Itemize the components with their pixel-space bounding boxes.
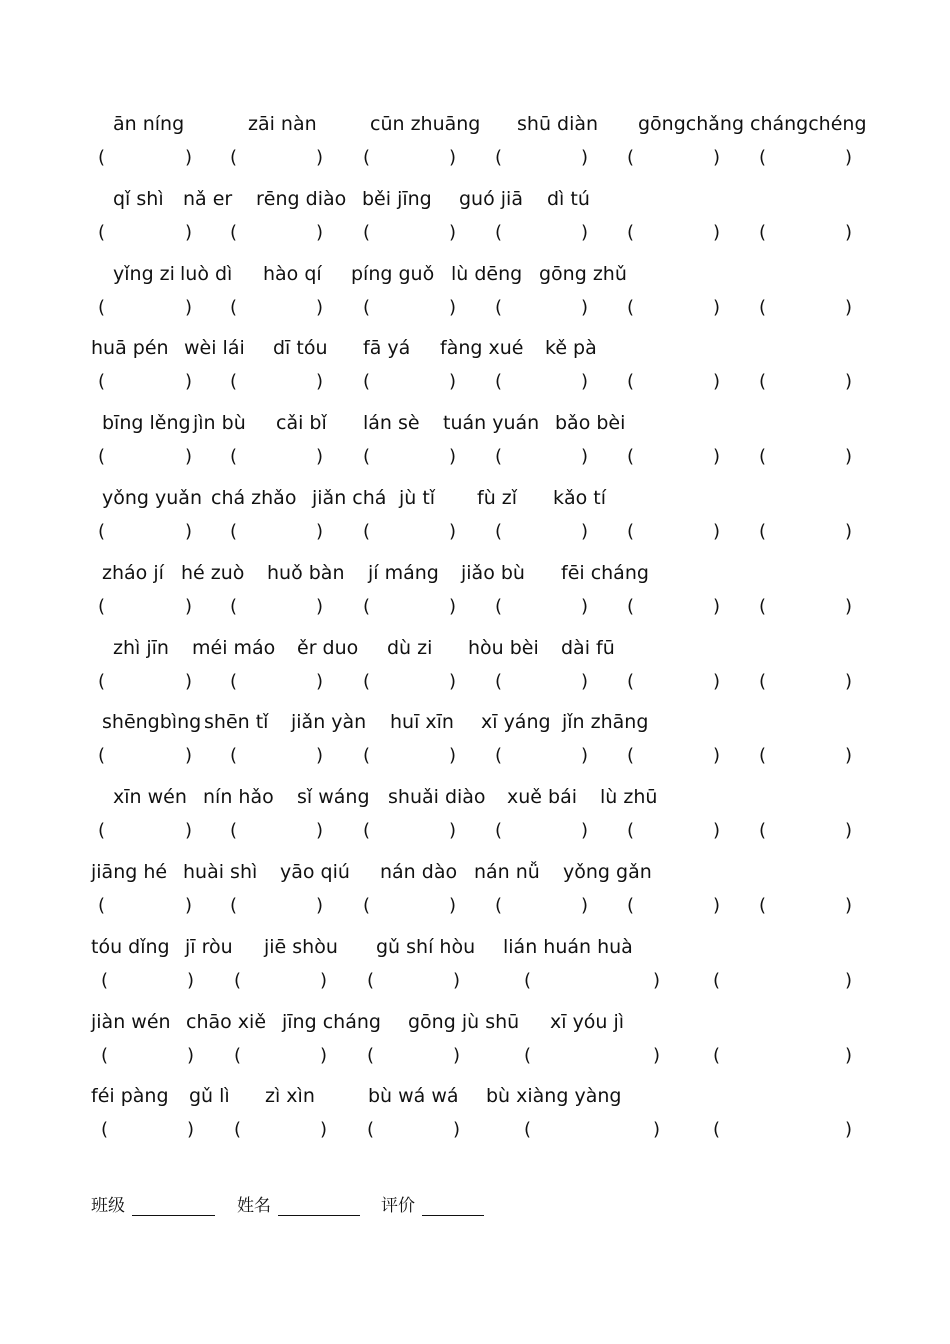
answer-close-paren[interactable]: ) bbox=[713, 595, 721, 617]
answer-close-paren[interactable]: ) bbox=[320, 969, 328, 991]
pinyin-word: lán sè bbox=[363, 412, 420, 435]
answer-open-paren[interactable]: ( bbox=[98, 521, 106, 542]
pinyin-word: jiē shòu bbox=[264, 935, 338, 958]
pinyin-word: hòu bèi bbox=[468, 636, 539, 659]
pinyin-word: dài fū bbox=[561, 636, 615, 659]
answer-close-paren[interactable]: ) bbox=[449, 221, 457, 243]
pinyin-word: zhì jīn bbox=[113, 636, 169, 659]
answer-close-paren[interactable]: ) bbox=[185, 595, 193, 617]
answer-open-paren[interactable]: ( bbox=[627, 595, 635, 617]
pinyin-word: gǔ shí hòu bbox=[376, 935, 476, 958]
answer-open-paren[interactable]: ( bbox=[363, 147, 371, 168]
answer-close-paren[interactable]: ) bbox=[320, 1119, 328, 1141]
answer-row bbox=[0, 367, 950, 397]
answer-open-paren[interactable]: ( bbox=[230, 895, 238, 916]
pinyin-word: gōng jù shū bbox=[408, 1010, 520, 1033]
answer-close-paren[interactable]: ) bbox=[653, 1044, 661, 1066]
answer-close-paren[interactable]: ) bbox=[845, 595, 853, 617]
pinyin-word: wèi lái bbox=[184, 337, 245, 360]
answer-open-paren[interactable]: ( bbox=[363, 521, 371, 542]
answer-close-paren[interactable]: ) bbox=[581, 521, 589, 542]
answer-open-paren[interactable]: ( bbox=[363, 595, 371, 617]
answer-close-paren[interactable]: ) bbox=[845, 521, 853, 542]
answer-close-paren[interactable]: ) bbox=[185, 521, 193, 542]
pinyin-word: bù wá wá bbox=[368, 1085, 459, 1108]
pinyin-word: fù zǐ bbox=[477, 487, 518, 509]
answer-close-paren[interactable]: ) bbox=[581, 820, 589, 842]
answer-close-paren[interactable]: ) bbox=[187, 1044, 195, 1066]
pinyin-word: shū diàn bbox=[517, 113, 599, 135]
pinyin-word: jiǎo bù bbox=[461, 561, 525, 584]
answer-close-paren[interactable]: ) bbox=[185, 820, 193, 842]
answer-close-paren[interactable]: ) bbox=[185, 446, 193, 468]
pinyin-word: jīng cháng bbox=[282, 1010, 381, 1033]
answer-open-paren[interactable]: ( bbox=[759, 745, 767, 767]
answer-open-paren[interactable]: ( bbox=[759, 296, 767, 318]
pinyin-word: jiǎn chá bbox=[312, 487, 387, 509]
answer-open-paren[interactable]: ( bbox=[98, 820, 106, 842]
pinyin-word: shēngbìng bbox=[102, 711, 202, 734]
answer-open-paren[interactable]: ( bbox=[230, 221, 238, 243]
pinyin-word: jiāng hé bbox=[91, 861, 168, 883]
answer-open-paren[interactable]: ( bbox=[495, 745, 503, 767]
answer-close-paren[interactable]: ) bbox=[453, 1044, 461, 1066]
pinyin-word: lù zhū bbox=[600, 786, 658, 809]
pinyin-row bbox=[0, 1081, 950, 1111]
pinyin-word: rēng diào bbox=[256, 187, 347, 210]
answer-open-paren[interactable]: ( bbox=[101, 1044, 109, 1066]
pinyin-word: gǔ lì bbox=[189, 1085, 230, 1108]
pinyin-word: fā yá bbox=[363, 337, 411, 360]
answer-open-paren[interactable]: ( bbox=[98, 895, 106, 916]
answer-open-paren[interactable]: ( bbox=[230, 820, 238, 842]
pinyin-word: hào qí bbox=[263, 262, 322, 285]
answer-open-paren[interactable]: ( bbox=[230, 521, 238, 542]
pinyin-row bbox=[0, 1007, 950, 1037]
answer-close-paren[interactable]: ) bbox=[581, 296, 589, 318]
answer-open-paren[interactable]: ( bbox=[98, 371, 106, 393]
pinyin-row bbox=[0, 932, 950, 962]
pinyin-word: lù dēng bbox=[451, 262, 523, 285]
student-info-footer bbox=[91, 1191, 791, 1221]
answer-close-paren[interactable]: ) bbox=[449, 820, 457, 842]
answer-open-paren[interactable]: ( bbox=[101, 1119, 109, 1141]
answer-open-paren[interactable]: ( bbox=[230, 371, 238, 393]
answer-open-paren[interactable]: ( bbox=[234, 1044, 242, 1066]
pinyin-row bbox=[0, 259, 950, 289]
pinyin-word: píng guǒ bbox=[351, 262, 435, 285]
answer-open-paren[interactable]: ( bbox=[230, 296, 238, 318]
answer-close-paren[interactable]: ) bbox=[316, 895, 324, 916]
pinyin-word: nán nǚ bbox=[474, 861, 540, 883]
answer-close-paren[interactable]: ) bbox=[449, 670, 457, 692]
answer-close-paren[interactable]: ) bbox=[449, 446, 457, 468]
answer-close-paren[interactable]: ) bbox=[845, 446, 853, 468]
pinyin-word: bīng lěng bbox=[102, 412, 191, 435]
pinyin-word: dī tóu bbox=[273, 337, 328, 360]
pinyin-word: méi máo bbox=[192, 636, 276, 659]
pinyin-word: jí máng bbox=[368, 561, 439, 584]
answer-close-paren[interactable]: ) bbox=[185, 221, 193, 243]
pinyin-word: kǎo tí bbox=[553, 487, 607, 509]
answer-close-paren[interactable]: ) bbox=[713, 371, 721, 393]
answer-open-paren[interactable]: ( bbox=[363, 670, 371, 692]
pinyin-word: shuǎi diào bbox=[388, 786, 486, 809]
pinyin-word: xī yóu jì bbox=[550, 1010, 625, 1033]
pinyin-word: féi pàng bbox=[91, 1085, 169, 1108]
answer-close-paren[interactable]: ) bbox=[845, 221, 853, 243]
name-blank[interactable] bbox=[278, 1215, 360, 1216]
pinyin-row bbox=[0, 558, 950, 588]
pinyin-word: xuě bái bbox=[507, 786, 577, 809]
pinyin-word: nǎ er bbox=[183, 187, 233, 210]
pinyin-word: huài shì bbox=[183, 861, 258, 883]
pinyin-word: bǎo bèi bbox=[555, 412, 626, 435]
pinyin-row bbox=[0, 109, 950, 139]
answer-open-paren[interactable]: ( bbox=[627, 820, 635, 842]
answer-close-paren[interactable]: ) bbox=[845, 371, 853, 393]
class-label: 班级 bbox=[91, 1196, 125, 1216]
answer-open-paren[interactable]: ( bbox=[363, 221, 371, 243]
answer-close-paren[interactable]: ) bbox=[316, 595, 324, 617]
answer-close-paren[interactable]: ) bbox=[449, 371, 457, 393]
pinyin-word: zì xìn bbox=[265, 1085, 315, 1108]
pinyin-word: xī yáng bbox=[481, 711, 551, 734]
answer-row bbox=[0, 517, 950, 547]
pinyin-word: fàng xué bbox=[440, 337, 524, 360]
pinyin-word: huǒ bàn bbox=[267, 561, 345, 584]
pinyin-word: jī ròu bbox=[185, 935, 233, 958]
answer-close-paren[interactable]: ) bbox=[185, 745, 193, 767]
answer-row bbox=[0, 667, 950, 697]
answer-open-paren[interactable]: ( bbox=[759, 446, 767, 468]
answer-open-paren[interactable]: ( bbox=[98, 446, 106, 468]
answer-close-paren[interactable]: ) bbox=[713, 820, 721, 842]
pinyin-word: chángchéng bbox=[750, 113, 867, 135]
answer-close-paren[interactable]: ) bbox=[185, 895, 193, 916]
answer-close-paren[interactable]: ) bbox=[713, 521, 721, 542]
pinyin-word: jù tǐ bbox=[399, 487, 436, 509]
answer-open-paren[interactable]: ( bbox=[363, 446, 371, 468]
pinyin-word: shēn tǐ bbox=[204, 711, 269, 734]
answer-open-paren[interactable]: ( bbox=[98, 745, 106, 767]
pinyin-word: dù zi bbox=[387, 636, 433, 659]
answer-close-paren[interactable]: ) bbox=[316, 147, 324, 168]
answer-close-paren[interactable]: ) bbox=[713, 446, 721, 468]
answer-open-paren[interactable]: ( bbox=[98, 147, 106, 168]
pinyin-word: gōngchǎng bbox=[638, 113, 745, 135]
answer-close-paren[interactable]: ) bbox=[449, 296, 457, 318]
pinyin-row bbox=[0, 857, 950, 887]
pinyin-row bbox=[0, 184, 950, 214]
answer-close-paren[interactable]: ) bbox=[320, 1044, 328, 1066]
answer-open-paren[interactable]: ( bbox=[495, 670, 503, 692]
answer-open-paren[interactable]: ( bbox=[495, 521, 503, 542]
answer-open-paren[interactable]: ( bbox=[230, 595, 238, 617]
answer-close-paren[interactable]: ) bbox=[449, 521, 457, 542]
answer-row bbox=[0, 442, 950, 472]
answer-close-paren[interactable]: ) bbox=[653, 1119, 661, 1141]
answer-open-paren[interactable]: ( bbox=[627, 745, 635, 767]
answer-open-paren[interactable]: ( bbox=[627, 670, 635, 692]
pinyin-word: huī xīn bbox=[390, 711, 454, 734]
answer-open-paren[interactable]: ( bbox=[524, 1044, 532, 1066]
name-label: 姓名 bbox=[237, 1196, 271, 1216]
answer-close-paren[interactable]: ) bbox=[316, 670, 324, 692]
pinyin-row bbox=[0, 782, 950, 812]
answer-open-paren[interactable]: ( bbox=[759, 895, 767, 916]
answer-open-paren[interactable]: ( bbox=[713, 1044, 721, 1066]
answer-close-paren[interactable]: ) bbox=[316, 371, 324, 393]
pinyin-word: tuán yuán bbox=[443, 412, 540, 435]
pinyin-word: sǐ wáng bbox=[297, 786, 370, 809]
pinyin-word: ěr duo bbox=[297, 636, 359, 659]
pinyin-row bbox=[0, 707, 950, 737]
answer-close-paren[interactable]: ) bbox=[581, 895, 589, 916]
answer-open-paren[interactable]: ( bbox=[759, 670, 767, 692]
answer-open-paren[interactable]: ( bbox=[627, 446, 635, 468]
pinyin-word: gōng zhǔ bbox=[539, 262, 627, 285]
answer-close-paren[interactable]: ) bbox=[845, 1119, 853, 1141]
answer-open-paren[interactable]: ( bbox=[627, 371, 635, 393]
answer-open-paren[interactable]: ( bbox=[627, 296, 635, 318]
answer-close-paren[interactable]: ) bbox=[316, 820, 324, 842]
pinyin-word: chá zhǎo bbox=[211, 487, 297, 509]
pinyin-word: qǐ shì bbox=[113, 187, 164, 210]
pinyin-row bbox=[0, 483, 950, 513]
answer-open-paren[interactable]: ( bbox=[627, 147, 635, 168]
answer-row bbox=[0, 816, 950, 846]
answer-open-paren[interactable]: ( bbox=[98, 670, 106, 692]
answer-close-paren[interactable]: ) bbox=[845, 1044, 853, 1066]
grade-label: 评价 bbox=[381, 1196, 415, 1216]
answer-close-paren[interactable]: ) bbox=[316, 296, 324, 318]
answer-open-paren[interactable]: ( bbox=[367, 1119, 375, 1141]
pinyin-word: yāo qiú bbox=[280, 861, 350, 883]
answer-open-paren[interactable]: ( bbox=[495, 221, 503, 243]
answer-open-paren[interactable]: ( bbox=[495, 595, 503, 617]
pinyin-word: lián huán huà bbox=[503, 935, 633, 958]
answer-open-paren[interactable]: ( bbox=[98, 595, 106, 617]
pinyin-word: hé zuò bbox=[181, 561, 245, 584]
pinyin-word: zháo jí bbox=[102, 561, 164, 584]
pinyin-word: bù xiàng yàng bbox=[486, 1085, 622, 1108]
pinyin-word: cǎi bǐ bbox=[276, 412, 327, 435]
answer-open-paren[interactable]: ( bbox=[759, 371, 767, 393]
answer-close-paren[interactable]: ) bbox=[185, 371, 193, 393]
pinyin-word: xīn wén bbox=[113, 786, 187, 809]
answer-close-paren[interactable]: ) bbox=[713, 745, 721, 767]
pinyin-word: yǒng yuǎn bbox=[102, 487, 202, 509]
answer-row bbox=[0, 293, 950, 323]
answer-open-paren[interactable]: ( bbox=[98, 221, 106, 243]
pinyin-word: dì tú bbox=[547, 187, 590, 210]
answer-close-paren[interactable]: ) bbox=[453, 1119, 461, 1141]
answer-open-paren[interactable]: ( bbox=[367, 969, 375, 991]
answer-open-paren[interactable]: ( bbox=[495, 371, 503, 393]
pinyin-word: kě pà bbox=[545, 337, 597, 360]
pinyin-word: ān níng bbox=[113, 113, 185, 135]
answer-open-paren[interactable]: ( bbox=[363, 745, 371, 767]
answer-row bbox=[0, 1041, 950, 1071]
pinyin-word: guó jiā bbox=[459, 187, 523, 210]
answer-close-paren[interactable]: ) bbox=[316, 221, 324, 243]
answer-close-paren[interactable]: ) bbox=[713, 147, 721, 168]
answer-row bbox=[0, 741, 950, 771]
answer-open-paren[interactable]: ( bbox=[230, 147, 238, 168]
answer-close-paren[interactable]: ) bbox=[185, 147, 193, 168]
answer-close-paren[interactable]: ) bbox=[316, 446, 324, 468]
answer-close-paren[interactable]: ) bbox=[845, 895, 853, 916]
pinyin-word: jǐn zhāng bbox=[562, 711, 649, 734]
answer-close-paren[interactable]: ) bbox=[581, 595, 589, 617]
answer-open-paren[interactable]: ( bbox=[759, 521, 767, 542]
answer-close-paren[interactable]: ) bbox=[581, 670, 589, 692]
answer-row bbox=[0, 592, 950, 622]
answer-close-paren[interactable]: ) bbox=[316, 521, 324, 542]
grade-blank[interactable] bbox=[422, 1215, 484, 1216]
answer-close-paren[interactable]: ) bbox=[453, 969, 461, 991]
answer-open-paren[interactable]: ( bbox=[495, 147, 503, 168]
answer-row bbox=[0, 891, 950, 921]
answer-close-paren[interactable]: ) bbox=[845, 670, 853, 692]
answer-close-paren[interactable]: ) bbox=[845, 820, 853, 842]
answer-open-paren[interactable]: ( bbox=[234, 969, 242, 991]
answer-close-paren[interactable]: ) bbox=[316, 745, 324, 767]
answer-close-paren[interactable]: ) bbox=[581, 745, 589, 767]
answer-open-paren[interactable]: ( bbox=[759, 595, 767, 617]
pinyin-row bbox=[0, 333, 950, 363]
answer-close-paren[interactable]: ) bbox=[845, 147, 853, 168]
pinyin-word: jìn bù bbox=[193, 412, 246, 435]
answer-close-paren[interactable]: ) bbox=[713, 895, 721, 916]
answer-close-paren[interactable]: ) bbox=[449, 745, 457, 767]
answer-open-paren[interactable]: ( bbox=[363, 895, 371, 916]
answer-open-paren[interactable]: ( bbox=[495, 820, 503, 842]
answer-open-paren[interactable]: ( bbox=[713, 1119, 721, 1141]
answer-open-paren[interactable]: ( bbox=[234, 1119, 242, 1141]
pinyin-word: chāo xiě bbox=[186, 1010, 267, 1033]
answer-open-paren[interactable]: ( bbox=[627, 895, 635, 916]
answer-open-paren[interactable]: ( bbox=[524, 969, 532, 991]
answer-close-paren[interactable]: ) bbox=[449, 895, 457, 916]
pinyin-word: zāi nàn bbox=[248, 113, 317, 135]
answer-close-paren[interactable]: ) bbox=[581, 147, 589, 168]
answer-close-paren[interactable]: ) bbox=[185, 296, 193, 318]
answer-open-paren[interactable]: ( bbox=[98, 296, 106, 318]
answer-open-paren[interactable]: ( bbox=[495, 296, 503, 318]
class-blank[interactable] bbox=[132, 1215, 215, 1216]
answer-open-paren[interactable]: ( bbox=[363, 296, 371, 318]
pinyin-row bbox=[0, 408, 950, 438]
answer-open-paren[interactable]: ( bbox=[759, 221, 767, 243]
answer-close-paren[interactable]: ) bbox=[845, 296, 853, 318]
answer-close-paren[interactable]: ) bbox=[845, 969, 853, 991]
pinyin-word: nín hǎo bbox=[203, 786, 274, 809]
pinyin-word: cūn zhuāng bbox=[370, 113, 481, 135]
pinyin-word: běi jīng bbox=[362, 187, 432, 210]
answer-open-paren[interactable]: ( bbox=[230, 670, 238, 692]
pinyin-word: nán dào bbox=[380, 861, 458, 883]
answer-open-paren[interactable]: ( bbox=[230, 745, 238, 767]
answer-open-paren[interactable]: ( bbox=[524, 1119, 532, 1141]
pinyin-word: tóu dǐng bbox=[91, 935, 170, 958]
pinyin-word: jiǎn yàn bbox=[291, 711, 367, 734]
answer-open-paren[interactable]: ( bbox=[495, 446, 503, 468]
pinyin-word: yǐng zi bbox=[113, 262, 175, 285]
answer-open-paren[interactable]: ( bbox=[363, 371, 371, 393]
answer-open-paren[interactable]: ( bbox=[713, 969, 721, 991]
pinyin-word: luò dì bbox=[180, 262, 233, 285]
answer-open-paren[interactable]: ( bbox=[230, 446, 238, 468]
answer-close-paren[interactable]: ) bbox=[713, 221, 721, 243]
answer-close-paren[interactable]: ) bbox=[581, 221, 589, 243]
answer-close-paren[interactable]: ) bbox=[185, 670, 193, 692]
answer-open-paren[interactable]: ( bbox=[495, 895, 503, 916]
pinyin-row bbox=[0, 633, 950, 663]
answer-row bbox=[0, 143, 950, 173]
answer-close-paren[interactable]: ) bbox=[713, 296, 721, 318]
answer-open-paren[interactable]: ( bbox=[363, 820, 371, 842]
answer-close-paren[interactable]: ) bbox=[187, 969, 195, 991]
pinyin-word: huā pén bbox=[91, 337, 169, 360]
answer-close-paren[interactable]: ) bbox=[845, 745, 853, 767]
answer-close-paren[interactable]: ) bbox=[187, 1119, 195, 1141]
answer-close-paren[interactable]: ) bbox=[581, 446, 589, 468]
answer-close-paren[interactable]: ) bbox=[449, 595, 457, 617]
answer-open-paren[interactable]: ( bbox=[627, 221, 635, 243]
answer-close-paren[interactable]: ) bbox=[713, 670, 721, 692]
answer-open-paren[interactable]: ( bbox=[367, 1044, 375, 1066]
answer-row bbox=[0, 218, 950, 248]
answer-row bbox=[0, 966, 950, 996]
answer-close-paren[interactable]: ) bbox=[581, 371, 589, 393]
answer-open-paren[interactable]: ( bbox=[759, 147, 767, 168]
pinyin-word: fēi cháng bbox=[561, 561, 649, 584]
answer-open-paren[interactable]: ( bbox=[101, 969, 109, 991]
answer-open-paren[interactable]: ( bbox=[627, 521, 635, 542]
answer-open-paren[interactable]: ( bbox=[759, 820, 767, 842]
answer-close-paren[interactable]: ) bbox=[653, 969, 661, 991]
answer-close-paren[interactable]: ) bbox=[449, 147, 457, 168]
pinyin-word: yǒng gǎn bbox=[563, 861, 652, 883]
answer-row bbox=[0, 1115, 950, 1145]
pinyin-word: jiàn wén bbox=[91, 1010, 171, 1033]
